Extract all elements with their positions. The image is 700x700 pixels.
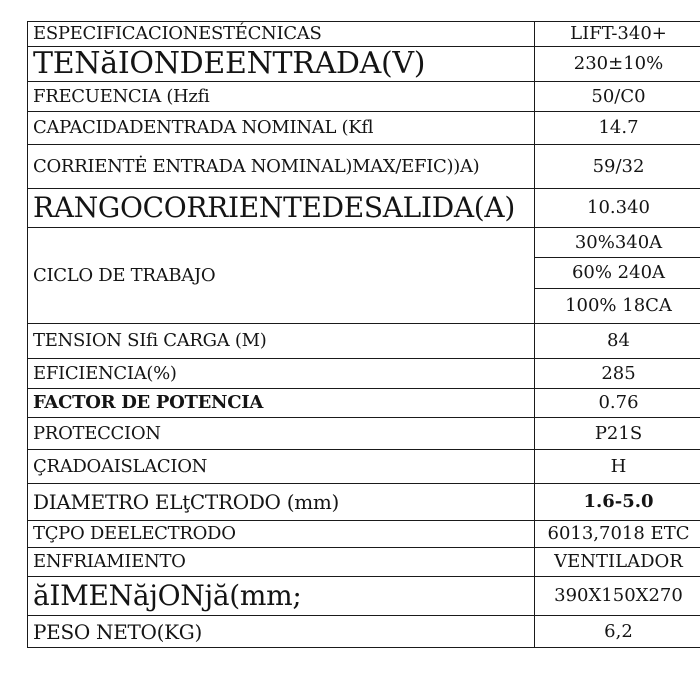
row-value: H	[535, 450, 700, 484]
row-label: TENăIONDEENTRADA(V)	[28, 47, 535, 82]
row-value: VENTILADOR	[535, 548, 700, 577]
header-value: LIFT-340+	[535, 22, 700, 47]
table-row-cooling	[28, 548, 700, 577]
row-value: 390X150X270	[535, 577, 700, 616]
table-row-input-current	[28, 145, 700, 189]
row-value: 285	[535, 359, 700, 389]
row-label: PESO NETO(KG)	[28, 616, 535, 648]
row-label: CICLO DE TRABAJO	[28, 228, 535, 324]
table-row-dimensions	[28, 577, 700, 616]
row-label: ăIMENăjONjă(mm;	[28, 577, 535, 616]
row-value: 0.76	[535, 389, 700, 418]
table-row-insulation-grade	[28, 450, 700, 484]
table-row-input-capacity	[28, 112, 700, 145]
row-value: P21S	[535, 418, 700, 450]
row-label: ÇRADOAISLACION	[28, 450, 535, 484]
table-row-electrode-type	[28, 521, 700, 548]
duty-cycle-value: 60% 240A	[535, 258, 700, 289]
table-row-input-voltage	[28, 47, 700, 82]
row-label: TENSION SIfi CARGA (M)	[28, 324, 535, 359]
row-value: 1.6-5.0	[535, 484, 700, 521]
row-value: 6,2	[535, 616, 700, 648]
spec-table	[27, 21, 700, 648]
row-value: 6013,7018 ETC	[535, 521, 700, 548]
row-value: 14.7	[535, 112, 700, 145]
duty-cycle-value: 100% 18CA	[535, 289, 700, 324]
row-label: FRECUENCIA (Hzfi	[28, 82, 535, 112]
table-row-efficiency	[28, 359, 700, 389]
table-row-protection	[28, 418, 700, 450]
table-row-frequency	[28, 82, 700, 112]
row-value: 10.340	[535, 189, 700, 228]
row-label: FACTOR DE POTENCIA	[28, 389, 535, 418]
duty-cycle-value: 30%340A	[535, 228, 700, 258]
table-row-duty-cycle	[28, 228, 700, 258]
table-row-power-factor	[28, 389, 700, 418]
table-row-net-weight	[28, 616, 700, 648]
row-label: PROTECCION	[28, 418, 535, 450]
row-label: CAPACIDADENTRADA NOMINAL (Kfl	[28, 112, 535, 145]
row-label: CORRIENTĖ ENTRADA NOMINAL)MAX/EFIC))A)	[28, 145, 535, 189]
row-label: ENFRIAMIENTO	[28, 548, 535, 577]
table-row-output-current-range	[28, 189, 700, 228]
row-value: 50/C0	[535, 82, 700, 112]
header-label: ESPECIFICACIONESTÉCNICAS	[28, 22, 535, 47]
table-row-no-load-voltage	[28, 324, 700, 359]
row-label: RANGOCORRIENTEDESALIDA(A)	[28, 189, 535, 228]
table-row-electrode-diameter	[28, 484, 700, 521]
row-label: TÇPO DEELECTRODO	[28, 521, 535, 548]
table-row-header	[28, 22, 700, 47]
row-value: 59/32	[535, 145, 700, 189]
row-label: DIAMETRO ELţCTRODO (mm)	[28, 484, 535, 521]
row-value: 230±10%	[535, 47, 700, 82]
row-value: 84	[535, 324, 700, 359]
row-label: EFICIENCIA(%)	[28, 359, 535, 389]
